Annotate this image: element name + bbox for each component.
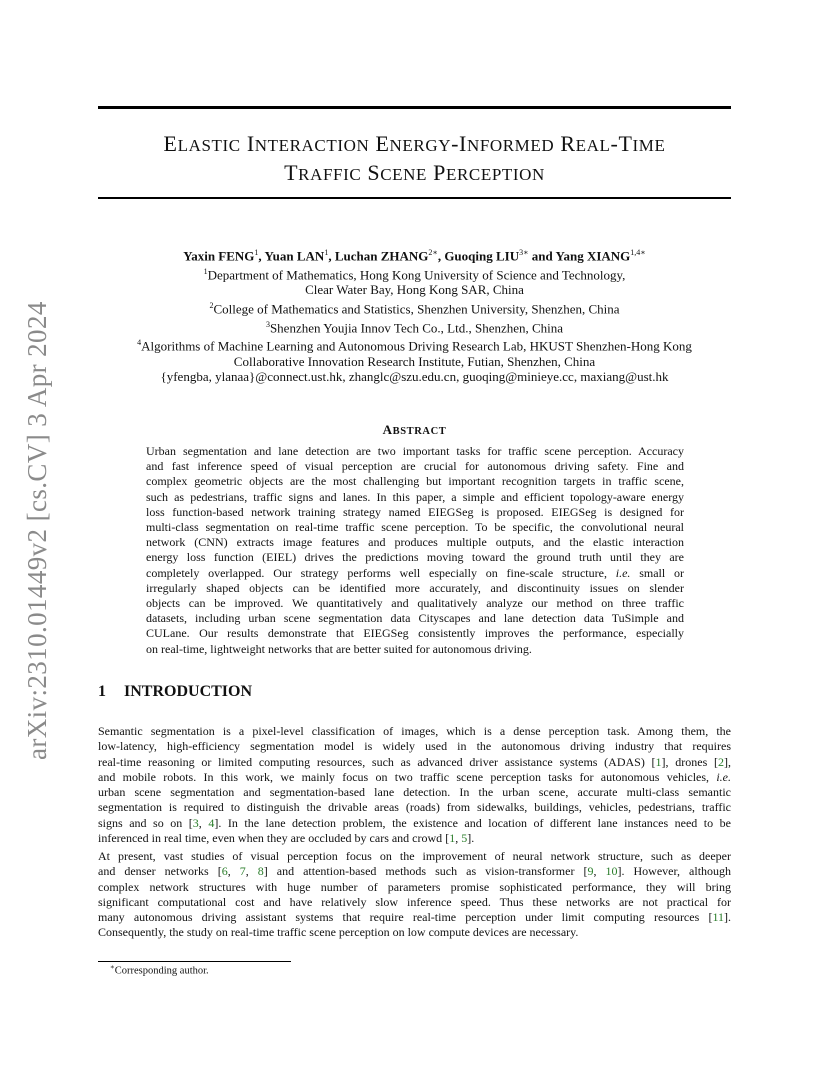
affiliation-line: Collaborative Innovation Research Institute, Futian, Shenzhen, China	[233, 354, 596, 370]
footnote-text: Corresponding author.	[114, 965, 209, 977]
paragraph-line: real-time reasoning or limited computing resources, such as advanced driver assistance systems (ADAS) [1], drones [2],	[98, 754, 731, 769]
arxiv-stamp	[14, 290, 54, 760]
affiliation-line: Clear Water Bay, Hong Kong SAR, China	[305, 282, 524, 298]
title-line-1: ELASTIC INTERACTION ENERGY-INFORMED REAL-TIME	[163, 131, 666, 156]
paragraph-line: and mobile robots. In this work, we mainly focus on two traffic scene perception tasks for autonomous vehicles, i.e.	[98, 769, 731, 784]
abstract-line: objects can be improved. We quantitatively and qualitatively analyze our method on three traffic	[146, 596, 684, 611]
author-sup: 3∗	[519, 248, 529, 257]
affiliation-line: $^3$Shenzhen Youjia Innov Tech Co., Ltd., Shenzhen, China	[265, 319, 564, 335]
abstract-line: datasets, including urban scene segmentation data Cityscapes and lane detection data TuSimple and	[146, 611, 684, 626]
paragraph-line: segmentation is required to distinguish the drivable areas (roads) from sidewalks, buildings, vehicles, pedestrians, traffic	[98, 800, 731, 815]
paragraph-line: complex network structures with huge number of parameters promise sophisticated performance, they will bring	[98, 879, 731, 894]
author-sup: 2∗	[428, 248, 438, 257]
abstract-line: Urban segmentation and lane detection are two important tasks for traffic scene perception. Accuracy	[146, 444, 684, 458]
author-name: Yaxin FENG	[183, 248, 255, 264]
author-name: Yang XIANG	[555, 248, 631, 264]
abstract-line: network (CNN) extracts image features and produces multiple outputs, and the elastic interaction	[146, 535, 684, 550]
abstract-line: irregularly shaped objects can be identified more accurately, and discontinuity issues on slender	[146, 580, 684, 595]
paragraph-line: inferenced in real time, even when they are occluded by cars and crowd [1, 5].	[98, 831, 475, 846]
paragraph-line: Semantic segmentation is a pixel-level classification of images, which is a dense perception task. Among them, the	[98, 724, 731, 738]
author-names: Yaxin FENG$^1$, Yuan LAN$^1$, Luchan $ZHANG^{2∗}$, Guoqing $LIU^{3∗}$ and Yang $XIANG^{1,4∗}$	[183, 248, 646, 264]
abstract-body	[146, 444, 684, 657]
author-name: Guoqing LIU	[444, 248, 520, 264]
paragraph-line: significant computational cost and have relatively slow inference speed. Thus these networks are not practical for	[98, 894, 731, 909]
title-bottom-rule	[98, 197, 731, 199]
abstract-line: such as pedestrians, traffic signs and lanes. In this paper, a simple and efficient topology-aware energy	[146, 489, 684, 504]
section-title: INTRODUCTION	[124, 683, 253, 700]
section-number: 1	[98, 683, 106, 700]
abstract-line: CULane. Our results demonstrate that EIEGSeg consistently improves the performance, especially	[146, 626, 684, 641]
abstract-line: multi-class segmentation on real-time traffic scene perception. To be specific, the convolutional neural	[146, 520, 684, 535]
paragraph-line: Consequently, the study on real-time traffic scene perception on low compute devices are necessary.	[98, 925, 579, 940]
paragraph-line: and denser networks [6, 7, 8] and attention-based methods such as vision-transformer [9, 10]. However, although	[98, 864, 731, 879]
abstract-line: energy loss function (EIEL) drives the predictions moving toward the ground truth until they are	[146, 550, 684, 565]
author-block	[98, 245, 731, 385]
paragraph-line: urban scene segmentation and segmentation-based lane detection. In the urban scene, accurate multi-class semantic	[98, 785, 731, 800]
abstract-line: complex geometric objects are the most challenging but important recognition targets in traffic scene,	[146, 474, 684, 489]
abstract-line: and fast inference speed of visual perception are crucial for autonomous driving safety. Fine and	[146, 459, 684, 474]
paragraph-line: At present, vast studies of visual perception focus on the improvement of neural network structure, such as deeper	[98, 849, 731, 863]
arxiv-stamp-text: arXiv:2310.01449v2 [cs.CV] 3 Apr 2024	[22, 301, 52, 760]
affiliation-line: $^4$Algorithms of Machine Learning and Autonomous Driving Research Lab, HKUST Shenzhen-Hong Kong	[137, 338, 692, 354]
intro-paragraph-2	[98, 849, 731, 941]
abstract-heading: ABSTRACT	[382, 422, 447, 437]
author-name: Yuan LAN	[264, 248, 325, 264]
footnote-marker: ∗	[110, 963, 115, 971]
section-heading	[98, 683, 252, 701]
abstract-line: completely overlapped. Our strategy performs well especially on fine-scale structure, i.e. small or	[146, 565, 684, 580]
footnote	[110, 963, 209, 977]
affiliation-line: $^1$Department of Mathematics, Hong Kong University of Science and Technology,	[203, 266, 626, 283]
author-emails: {yfengba, ylanaa}@connect.ust.hk, zhanglc@szu.edu.cn, guoqing@minieye.cc, maxiang@ust.hk	[160, 369, 669, 385]
author-sup: 1	[324, 248, 329, 257]
abstract-line: loss function-based network training strategy named EIEGSeg is proposed. EIEGSeg is designed for	[146, 504, 684, 519]
title-line-2: TRAFFIC SCENE PERCEPTION	[284, 160, 545, 185]
paragraph-line: many autonomous driving assistant systems that require real-time perception under limit computing resources [11].	[98, 910, 731, 925]
affiliations	[98, 264, 731, 370]
paragraph-line: low-latency, high-efficiency segmentation model is widely used in the autonomous driving industry that requires	[98, 739, 731, 754]
paragraph-line: signs and so on [3, 4]. In the lane detection problem, the existence and location of different lane instances need to be	[98, 815, 731, 830]
author-sup: 1	[254, 248, 259, 257]
abstract-line: on real-time, lightweight networks that are better suited for autonomous driving.	[146, 641, 532, 656]
author-name: Luchan ZHANG	[334, 248, 429, 264]
footnote-rule	[98, 961, 291, 962]
affiliation-line: $^2$College of Mathematics and Statistics, Shenzhen University, Shenzhen, China	[209, 300, 620, 317]
paper-title	[98, 130, 731, 188]
author-sup: 1,4∗	[630, 248, 646, 257]
intro-paragraph-1	[98, 724, 731, 846]
title-top-rule	[98, 106, 731, 109]
